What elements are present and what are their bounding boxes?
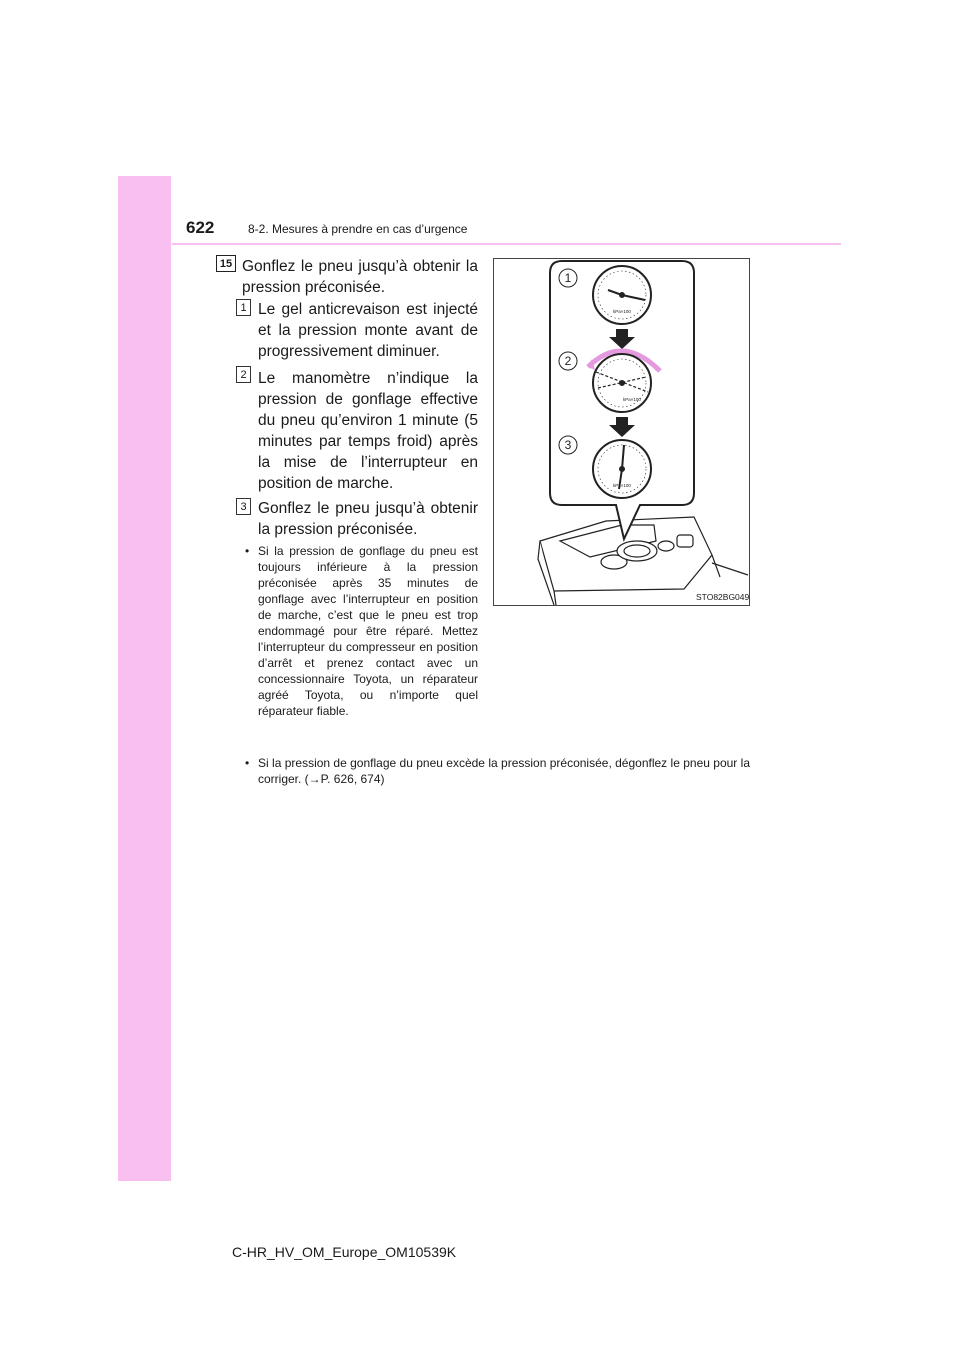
note-list-narrow — [245, 543, 478, 719]
gauge-2-unit: kPa×100 — [623, 397, 641, 402]
gauge-1-icon — [593, 266, 651, 324]
substep-3-box: 3 — [236, 498, 251, 515]
substep-1-text: Le gel anticrevaison est injecté et la pression monte avant de progressivement diminuer. — [258, 301, 478, 360]
substep-2-text: Le manomètre n’indique la pression de gonflage effective du pneu qu’environ 1 minute (5 minutes par temps froid) après la mise de l’interrupteur en position de marche. — [258, 370, 478, 492]
figure-code: STO82BG049 — [696, 592, 750, 602]
gauge-3-icon — [593, 440, 651, 498]
chapter-title: 8-2. Mesures à prendre en cas d’urgence — [248, 222, 468, 236]
document-footer: C-HR_HV_OM_Europe_OM10539K — [232, 1244, 457, 1260]
callout-1-label: 1 — [564, 271, 572, 285]
figure-illustration — [494, 259, 749, 605]
chapter-sidebar-tab — [118, 176, 171, 1181]
substep-1-box: 1 — [236, 299, 251, 316]
page-number: 622 — [186, 218, 215, 237]
figure-compressor-gauges — [493, 258, 750, 606]
callout-2-label: 2 — [564, 354, 572, 368]
substep-3-text: Gonflez le pneu jusqu’à obtenir la pression préconisée. — [258, 500, 478, 538]
step-number-box: 15 — [216, 255, 236, 272]
header-rule — [172, 243, 841, 245]
callout-3-label: 3 — [564, 438, 572, 452]
substep-2-box: 2 — [236, 366, 251, 383]
gauge-1-unit: kPa×100 — [613, 309, 631, 314]
note-item: • Si la pression de gonflage du pneu excède la pression préconisée, dégonflez le pneu pour la corriger. (→P. 626, 674) — [245, 755, 750, 787]
note-item: • Si la pression de gonflage du pneu est toujours inférieure à la pression préconisée après 35 minutes de gonflage avec l’interrupteur en position de marche, c’est que le pneu est trop endommagé pour être réparé. Mettez l’interrupteur du compresseur en position d’arrêt et prenez contact avec un concessionnaire Toyota, un réparateur agréé Toyota, ou n’importe quel réparateur fiable. — [245, 543, 478, 719]
gauge-3-unit: kPa×100 — [613, 483, 631, 488]
note-list-wide — [245, 755, 750, 787]
gauge-2-icon — [593, 354, 651, 412]
step-text: Gonflez le pneu jusqu’à obtenir la pression préconisée. — [242, 258, 478, 296]
